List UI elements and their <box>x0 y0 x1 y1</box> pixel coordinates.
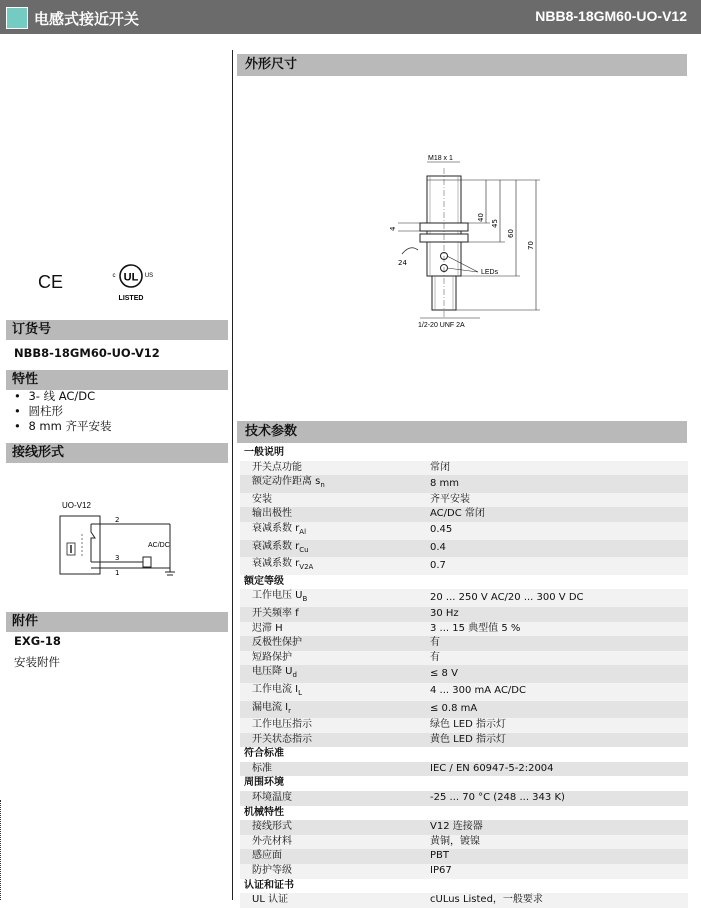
spec-value: 黄铜，镀镍 <box>426 835 688 850</box>
ce-mark-icon: CE <box>38 272 64 292</box>
spec-value: AC/DC 常闭 <box>426 507 688 522</box>
spec-section-label <box>240 575 426 590</box>
spec-label-subscript: r <box>288 706 292 715</box>
spec-row <box>240 849 688 864</box>
ul-listed-text: LISTED <box>118 295 144 302</box>
spec-label <box>240 507 426 522</box>
spec-label-text: 外壳材料 <box>252 835 292 847</box>
spec-label <box>240 589 426 607</box>
spec-row <box>240 701 688 719</box>
spec-value: 0.7 <box>426 557 688 575</box>
side-margin-line <box>0 800 7 900</box>
spec-value: 有 <box>426 636 688 651</box>
spec-label-text: 感应面 <box>252 850 282 862</box>
thread-top-label: M18 x 1 <box>428 155 453 162</box>
spec-label <box>240 622 426 637</box>
spec-label-text: 认证和证书 <box>244 879 294 891</box>
spec-row <box>240 733 688 748</box>
spec-label-text: UL 认证 <box>252 894 289 906</box>
acdc-label: AC/DC <box>148 542 170 549</box>
dim-60-label: 60 <box>507 229 515 238</box>
spec-row <box>240 835 688 850</box>
spec-label-text: 开关状态指示 <box>252 733 312 745</box>
spec-section-row <box>240 879 688 894</box>
spec-section-label <box>240 879 426 894</box>
spec-label <box>240 522 426 540</box>
spec-label-text: 电压降 U <box>252 666 293 678</box>
feature-item: • 圆柱形 <box>14 404 112 419</box>
spec-value <box>426 575 688 590</box>
spec-row <box>240 589 688 607</box>
spec-label-subscript: Cu <box>299 545 309 554</box>
spec-label-text: 衰减系数 r <box>252 540 300 552</box>
product-code: NBB8-18GM60-UO-V12 <box>535 8 687 24</box>
spec-label-text: 环境温度 <box>252 792 292 804</box>
spec-row <box>240 893 688 908</box>
spec-row <box>240 475 688 493</box>
spec-section-label <box>240 747 426 762</box>
spec-value <box>426 806 688 821</box>
spec-value: 齐平安装 <box>426 493 688 508</box>
spec-value: 3 ... 15 典型值 5 % <box>426 622 688 637</box>
spec-label-text: 机械特性 <box>244 806 284 818</box>
ul-c-text: c <box>112 273 116 279</box>
spec-value: -25 ... 70 °C (248 ... 343 K) <box>426 791 688 806</box>
spec-label-subscript: Al <box>299 527 307 536</box>
spec-label <box>240 864 426 879</box>
spec-label-text: 标准 <box>252 762 272 774</box>
spec-value: IEC / EN 60947-5-2:2004 <box>426 762 688 777</box>
spec-label-text: 衰减系数 r <box>252 522 300 534</box>
spec-label-text: 工作电压指示 <box>252 719 312 731</box>
spec-value <box>426 879 688 894</box>
wiring-heading: 接线形式 <box>6 443 228 463</box>
spec-value: ≤ 0.8 mA <box>426 701 688 719</box>
spec-label-subscript: V2A <box>299 563 314 572</box>
spec-row <box>240 607 688 622</box>
spec-value: 0.4 <box>426 540 688 558</box>
accessory-description: 安装附件 <box>14 655 60 669</box>
spec-value: PBT <box>426 849 688 864</box>
spec-value: 8 mm <box>426 475 688 493</box>
spec-row <box>240 665 688 683</box>
column-divider <box>232 50 233 900</box>
spec-label <box>240 636 426 651</box>
spec-row <box>240 493 688 508</box>
spec-label-text: 工作电压 U <box>252 590 303 602</box>
page-title: 电感式接近开关 <box>34 10 140 28</box>
spec-label-text: 开关点功能 <box>252 461 302 473</box>
spec-label <box>240 651 426 666</box>
dim-70-label: 70 <box>527 241 535 250</box>
spec-section-row <box>240 446 688 461</box>
title-bar <box>0 0 701 34</box>
spec-label <box>240 493 426 508</box>
spec-value: 4 ... 300 mA AC/DC <box>426 683 688 701</box>
brand-square-icon <box>6 7 28 29</box>
accessory-code[interactable]: EXG-18 <box>14 634 61 648</box>
wiring-label: UO-V12 <box>62 501 91 510</box>
spec-value: 0.45 <box>426 522 688 540</box>
spec-label <box>240 461 426 476</box>
spec-label <box>240 683 426 701</box>
spec-value <box>426 776 688 791</box>
spec-value: IP67 <box>426 864 688 879</box>
spec-label-text: 一般说明 <box>244 447 284 458</box>
spec-label-subscript: L <box>298 688 303 697</box>
spec-label <box>240 475 426 493</box>
pin-3-label: 3 <box>115 554 120 562</box>
spec-label <box>240 893 426 908</box>
ul-listed-icon <box>108 262 154 308</box>
specs-heading: 技术参数 <box>237 421 687 443</box>
spec-row <box>240 461 688 476</box>
spec-label-text: 接线形式 <box>252 821 292 833</box>
features-heading: 特性 <box>6 370 228 390</box>
ul-us-text: US <box>144 273 154 279</box>
spec-value: 黄色 LED 指示灯 <box>426 733 688 748</box>
thread-bottom-label: 1/2-20 UNF 2A <box>418 322 465 329</box>
spec-row <box>240 622 688 637</box>
spec-label <box>240 701 426 719</box>
spec-label <box>240 540 426 558</box>
spec-section-row <box>240 776 688 791</box>
spec-label <box>240 835 426 850</box>
spec-row <box>240 864 688 879</box>
spec-label <box>240 791 426 806</box>
features-list <box>14 389 112 434</box>
spec-label-text: 防护等级 <box>252 865 292 877</box>
dim-24-label: 24 <box>398 259 407 267</box>
spec-label-text: 安装 <box>252 493 272 505</box>
spec-row <box>240 791 688 806</box>
spec-label-subscript: B <box>302 595 308 604</box>
feature-item: • 8 mm 齐平安装 <box>14 419 112 434</box>
wiring-diagram <box>55 500 195 586</box>
spec-section-row <box>240 747 688 762</box>
spec-row <box>240 507 688 522</box>
accessories-heading: 附件 <box>6 612 228 632</box>
spec-section-row <box>240 806 688 821</box>
spec-row <box>240 557 688 575</box>
spec-value <box>426 446 688 461</box>
dim-45-label: 45 <box>491 219 499 228</box>
spec-value: 绿色 LED 指示灯 <box>426 718 688 733</box>
spec-label-text: 输出极性 <box>252 508 292 520</box>
spec-label <box>240 718 426 733</box>
spec-value: 有 <box>426 651 688 666</box>
spec-label <box>240 607 426 622</box>
spec-label <box>240 762 426 777</box>
spec-value: 30 Hz <box>426 607 688 622</box>
spec-label <box>240 665 426 683</box>
spec-label-text: 周围环境 <box>244 777 284 789</box>
spec-label-text: 额定动作距离 s <box>252 476 321 488</box>
spec-label-text: 开关频率 f <box>252 607 299 619</box>
pin-2-label: 2 <box>115 516 120 524</box>
spec-label-text: 漏电流 I <box>252 701 289 713</box>
spec-row <box>240 820 688 835</box>
spec-row <box>240 718 688 733</box>
spec-value: cULus Listed，一般要求 <box>426 893 688 908</box>
spec-value: ≤ 8 V <box>426 665 688 683</box>
spec-label <box>240 733 426 748</box>
pin-1-label: 1 <box>115 569 120 577</box>
dim-4-label: 4 <box>389 226 397 231</box>
dim-40-label: 40 <box>477 213 485 222</box>
spec-section-label <box>240 776 426 791</box>
spec-label-text: 符合标准 <box>244 748 284 760</box>
spec-section-row <box>240 575 688 590</box>
feature-item: • 3- 线 AC/DC <box>14 389 112 404</box>
dimension-drawing <box>380 150 560 339</box>
ul-mark-text: UL <box>123 271 139 284</box>
spec-section-label <box>240 806 426 821</box>
spec-row <box>240 651 688 666</box>
spec-label-subscript: n <box>320 481 325 490</box>
spec-row <box>240 540 688 558</box>
spec-row <box>240 636 688 651</box>
spec-row <box>240 762 688 777</box>
spec-label-text: 额定等级 <box>244 575 284 587</box>
spec-label-subscript: d <box>292 671 297 680</box>
spec-section-label <box>240 446 426 461</box>
spec-label <box>240 849 426 864</box>
spec-label <box>240 557 426 575</box>
spec-row <box>240 522 688 540</box>
spec-value <box>426 747 688 762</box>
spec-label-text: 迟滞 H <box>252 622 283 634</box>
spec-value: V12 连接器 <box>426 820 688 835</box>
spec-value: 20 ... 250 V AC/20 ... 300 V DC <box>426 589 688 607</box>
dimensions-heading: 外形尺寸 <box>237 54 687 76</box>
order-code: NBB8-18GM60-UO-V12 <box>14 346 160 360</box>
spec-label-text: 工作电流 I <box>252 683 299 695</box>
spec-label-text: 短路保护 <box>252 651 292 663</box>
spec-label-text: 反极性保护 <box>252 637 302 649</box>
specs-table <box>240 446 688 908</box>
order-heading: 订货号 <box>6 320 228 340</box>
leds-label: LEDs <box>481 269 499 276</box>
spec-label <box>240 820 426 835</box>
spec-value: 常闭 <box>426 461 688 476</box>
spec-label-text: 衰减系数 r <box>252 558 300 570</box>
spec-row <box>240 683 688 701</box>
